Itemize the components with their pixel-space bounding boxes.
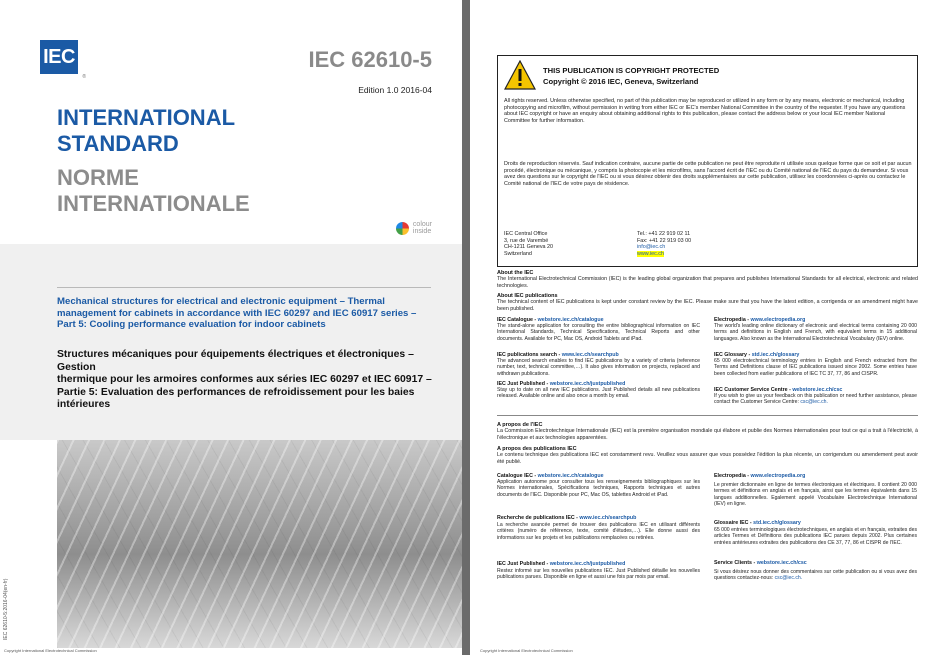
colour-wheel-icon: [396, 222, 409, 235]
desc-en-line: Mechanical structures for electrical and electronic equipment – Thermal: [57, 296, 385, 307]
catalogue-link[interactable]: webstore.iec.ch/catalogue: [537, 317, 604, 323]
customer-service-fr-text: [714, 569, 917, 582]
search-fr-heading: [497, 515, 636, 521]
phone-number: Tel.: +41 22 919 02 11: [637, 231, 691, 237]
standard-number: IEC 62610-5: [308, 47, 432, 72]
electropedia-text: The world's leading online dictionary of electronic and electrical terms containing 20 000 terms and definitions in English and French, with equivalent terms in 15 additional languages. Also known as the International Electrotechnical Vocabulary (IEV) online.: [714, 323, 917, 342]
title-en-line: STANDARD: [57, 131, 179, 156]
about-iec-text: The International Electrotechnical Commission (IEC) is the leading global organization that prepares and publishes International Standards for all electrical, electronic and related technologies.: [497, 276, 918, 289]
cover-page: [0, 0, 462, 655]
heading-text: Electropedia -: [714, 473, 751, 479]
address-line: IEC Central Office: [504, 231, 548, 237]
divider: [57, 287, 431, 288]
desc-fr-line: thermique pour les armoires conformes aux séries IEC 60297 et IEC 60917 –: [57, 374, 432, 385]
fax-number: Fax: +41 22 919 03 00: [637, 237, 692, 244]
page-footer: Copyright International Electrotechnical Commission: [4, 648, 97, 653]
apropos-publications-text: Le contenu technique des publications IEC est constamment revu. Veuillez vous assurer que vous possédez l'édition la plus récente, un corrigendum ou amendement peut avoir été publié.: [497, 452, 918, 465]
glossary-fr-text: 65 000 entrées terminologiques électrotechniques, en anglais et en français, extraites des articles Termes et Définitions des publications IEC parues depuis 2002. Plus certaines entrées antérieures extraites des publications des CE 37, 77, 86 et CISPR de l'IEC.: [714, 527, 917, 546]
colour-word: colour: [412, 221, 432, 228]
website-link[interactable]: www.iec.ch: [637, 250, 664, 257]
title-fr-line: INTERNATIONALE: [57, 191, 250, 216]
address-line: CH-1211 Geneva 20: [504, 244, 554, 250]
heading-text: Catalogue IEC -: [497, 473, 538, 479]
heading-text: IEC Customer Service Centre -: [714, 387, 793, 393]
electropedia-fr-text: Le premier dictionnaire en ligne de termes électroniques et électriques. Il contient 20 000 termes et définitions en anglais et en français, ainsi que les termes équivalents dans 15 langues additionnelles. Egalement appelé Vocabulaire Electrotechnique International (IEV) en ligne.: [714, 482, 917, 507]
heading-text: IEC Glossary -: [714, 352, 752, 358]
email-link[interactable]: info@iec.ch: [637, 244, 666, 250]
page-gutter: [462, 0, 470, 655]
catalogue-fr-text: Application autonome pour consulter tous les renseignements bibliographiques sur les Normes internationales, Spécifications techniques, Rapports techniques et autres documents de l'IEC. Disponible pour PC, Mac OS, tablettes Android et iPad.: [497, 479, 700, 498]
contact-block: [637, 231, 691, 257]
copyright-text-fr: Droits de reproduction réservés. Sauf indication contraire, aucune partie de cette publication ne peut être reproduite ni utilisée sous quelque forme que ce soit et par aucun procédé, électronique ou mécanique, y compris la photocopie et les microfilms, sans l'accord écrit de l'IEC ou du Comité national de l'IEC du pays du demandeur. Si vous avez des questions sur le copyright de l'IEC ou si vous désirez obtenir des droits supplémentaires sur cette publication, utilisez les coordonnées ci-après ou contactez le Comité national de l'IEC de votre pays de résidence.: [504, 161, 912, 188]
logo-registered-mark: ®: [82, 74, 86, 80]
just-published-text: Stay up to date on all new IEC publications. Just Published details all new publications released. Available online and also once a month by email.: [497, 387, 700, 400]
customer-service-text: [714, 393, 917, 406]
csc-link[interactable]: webstore.iec.ch/csc: [792, 387, 843, 393]
search-fr-text: La recherche avancée permet de trouver des publications IEC en utilisant différents critères (numéro de référence, texte, comité d'études,…). Elle donne aussi des informations sur les projets et les publications remplacées ou retirées.: [497, 522, 700, 541]
apropos-iec-text: La Commission Electrotechnique Internationale (IEC) est la première organisation mondiale qui élabore et publie des Normes internationales pour tout ce qui a trait à l'électricité, à l'électronique et aux technologies apparentées.: [497, 428, 918, 441]
csc-fr-email-link[interactable]: csc@iec.ch.: [774, 575, 803, 582]
heading-text: Glossaire IEC -: [714, 520, 754, 526]
catalogue-text: The stand-alone application for consulting the entire bibliographical information on IEC International Standards, Technical Specifications, Technical Reports and other documents. Available for PC, Mac OS, Android Tablets and iPad.: [497, 323, 700, 342]
address-line: Switzerland: [504, 250, 532, 257]
title-fr-line: NORME: [57, 165, 139, 190]
side-reference: IEC 62610-5:2016-04(en-fr): [3, 578, 9, 640]
electropedia-fr-link[interactable]: www.electropedia.org: [750, 473, 806, 479]
customer-service-fr-heading: [714, 560, 807, 566]
title-english: [57, 105, 235, 157]
just-published-fr-heading: [497, 561, 625, 567]
csc-fr-text: Si vous désirez nous donner des commentaires sur cette publication ou si vous avez des questions contactez-nous:: [714, 569, 917, 582]
search-text: The advanced search enables to find IEC publications by a variety of criteria (reference number, text, technical committee,…). It also gives information on projects, replaced and withdrawn publications.: [497, 358, 700, 377]
copyright-title: THIS PUBLICATION IS COPYRIGHT PROTECTED: [543, 66, 720, 75]
about-publications-heading: About IEC publications: [497, 293, 558, 299]
divider: [497, 415, 918, 416]
iec-logo: [40, 40, 86, 80]
searchpub-link[interactable]: www.iec.ch/searchpub: [561, 352, 619, 358]
catalogue-fr-link[interactable]: webstore.iec.ch/catalogue: [537, 473, 604, 479]
justpublished-link[interactable]: webstore.iec.ch/justpublished: [549, 381, 626, 387]
justpublished-fr-link[interactable]: webstore.iec.ch/justpublished: [549, 561, 626, 567]
electropedia-fr-heading: [714, 473, 805, 479]
about-iec-heading: About the IEC: [497, 270, 534, 276]
apropos-publications-heading: A propos des publications IEC: [497, 446, 577, 452]
copyright-box: [497, 55, 918, 267]
csc-fr-link[interactable]: webstore.iec.ch/csc: [756, 560, 807, 566]
glossary-text: 65 000 electrotechnical terminology entries in English and French extracted from the Terms and Definitions clause of IEC publications issued since 2002. Some entries have been collected from earlier publications of IEC TC 37, 77, 86 and CISPR.: [714, 358, 917, 377]
address-line: 3, rue de Varembé: [504, 237, 549, 244]
desc-en-line: Part 5: Cooling performance evaluation for indoor cabinets: [57, 319, 326, 330]
desc-fr-line: Structures mécaniques pour équipements électriques et électroniques – Gestion: [57, 349, 414, 373]
warning-triangle-icon: [504, 60, 536, 90]
edition-date: Edition 1.0 2016-04: [358, 85, 432, 95]
colour-inside-badge: [396, 221, 432, 235]
heading-text: Recherche de publications IEC -: [497, 515, 580, 521]
glossary-fr-link[interactable]: std.iec.ch/glossary: [753, 520, 801, 526]
address-block: [504, 231, 553, 257]
about-publications-text: The technical content of IEC publications is kept under constant review by the IEC. Please make sure that you have the latest edition, a corrigenda or an amendment might have been published.: [497, 299, 918, 312]
title-en-line: INTERNATIONAL: [57, 105, 236, 130]
glossary-fr-heading: [714, 520, 801, 526]
copyright-page: [470, 0, 936, 655]
logo-text: IEC: [43, 46, 75, 68]
heading-text: IEC Catalogue -: [497, 317, 538, 323]
heading-text: IEC Just Published -: [497, 381, 550, 387]
copyright-text-en: All rights reserved. Unless otherwise specified, no part of this publication may be reproduced or utilized in any form or by any means, electronic or mechanical, including photocopying and microfilm, without permission in writing from either IEC or IEC's member National Committee in the country of the requester. If you have any questions about IEC copyright or have an enquiry about obtaining additional rights to this publication, please contact the address below or your local IEC member National Committee for further information.: [504, 98, 906, 125]
page-footer: Copyright International Electrotechnical Commission: [480, 648, 573, 653]
csc-text: If you wish to give us your feedback on this publication or need further assistance, please contact the Customer Service Centre:: [714, 393, 917, 406]
heading-text: Service Clients -: [714, 560, 757, 566]
heading-text: IEC Just Published -: [497, 561, 550, 567]
desc-en-line: management for cabinets in accordance with IEC 60297 and IEC 60917 series –: [57, 307, 417, 319]
inside-word: inside: [412, 228, 432, 235]
apropos-iec-heading: A propos de l'IEC: [497, 422, 543, 428]
copyright-subtitle: Copyright © 2016 IEC, Geneva, Switzerland: [543, 77, 699, 86]
title-french: [57, 165, 250, 217]
searchpub-fr-link[interactable]: www.iec.ch/searchpub: [579, 515, 637, 521]
csc-email-link[interactable]: csc@iec.ch.: [800, 399, 828, 406]
heading-text: IEC publications search -: [497, 352, 562, 358]
heading-text: Electropedia -: [714, 317, 751, 323]
glossary-link[interactable]: std.iec.ch/glossary: [751, 352, 800, 358]
description-english: [57, 296, 437, 331]
just-published-fr-text: Restez informé sur les nouvelles publications IEC. Just Published détaille les nouvelles publications parues. Disponible en ligne et aussi une fois par mois par email.: [497, 568, 700, 581]
desc-fr-line: Partie 5: Evaluation des performances de refroidissement pour les baies: [57, 386, 415, 398]
cover-texture-image: [57, 440, 462, 648]
electropedia-link[interactable]: www.electropedia.org: [750, 317, 806, 323]
desc-fr-line: intérieures: [57, 399, 111, 410]
colour-text: [413, 221, 432, 235]
description-french: [57, 349, 437, 412]
